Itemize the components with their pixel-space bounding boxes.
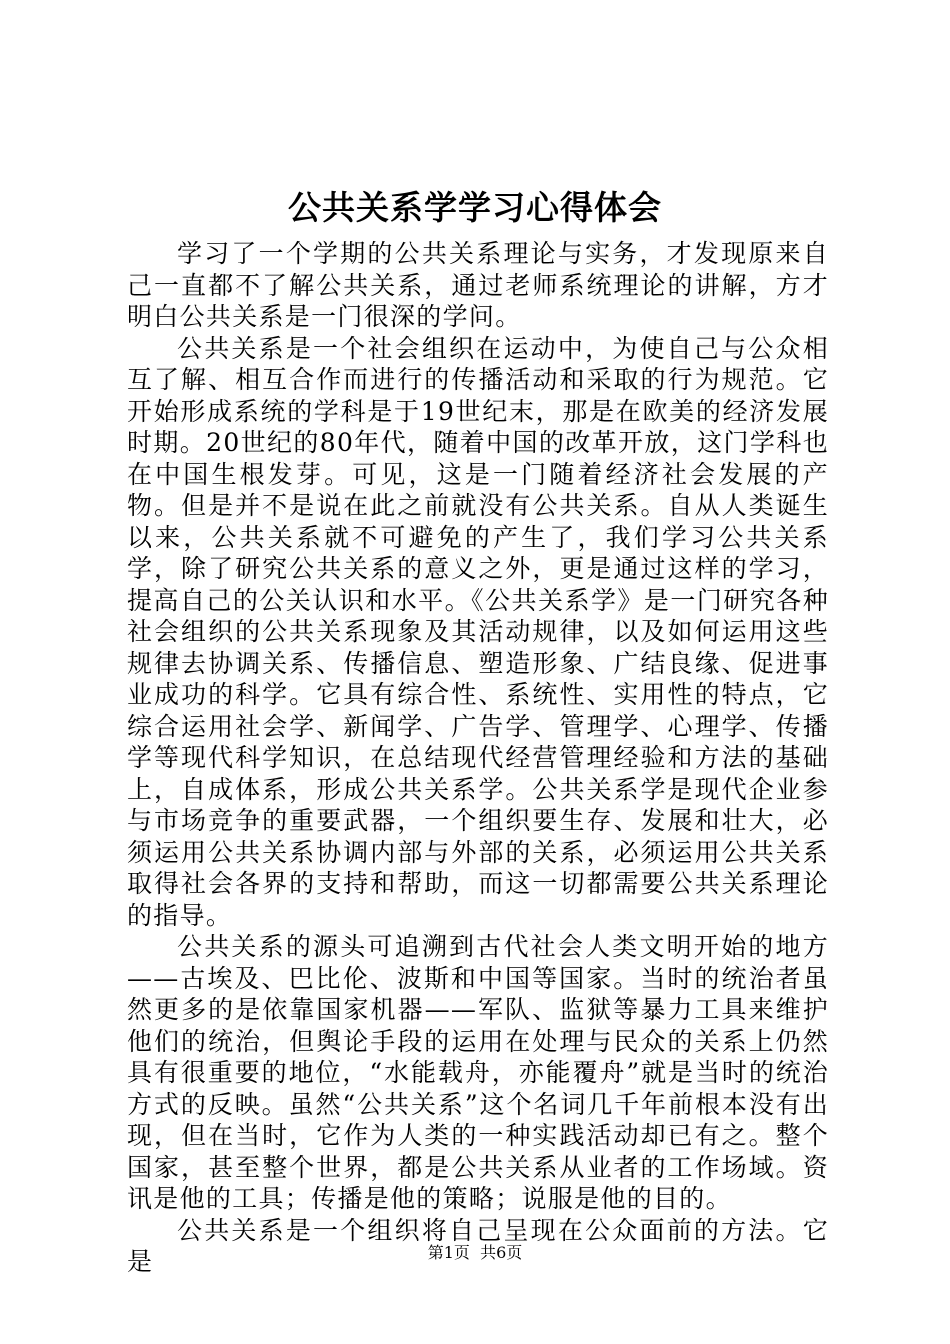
document-title: 公共关系学学习心得体会 <box>288 188 662 227</box>
paragraph-2: 公共关系是一个社会组织在运动中，为使自己与公众相互了解、相互合作而进行的传播活动和采取的行为规范。它开始形成系统的学科是于19世纪末，那是在欧美的经济发展时期。20世纪的80年代，随着中国的改革开放，这门学科也在中国生根发芽。可见，这是一门随着经济社会发展的产物。但是并不是说在此之前就没有公共关系。自从人类诞生以来，公共关系就不可避免的产生了，我们学习公共关系学，除了研究公共关系的意义之外，更是通过这样的学习，提高自己的公关认识和水平。《公共关系学》是一门研究各种社会组织的公共关系现象及其活动规律，以及如何运用这些规律去协调关系、传播信息、塑造形象、广结良缘、促进事业成功的科学。它具有综合性、系统性、实用性的特点，它综合运用社会学、新闻学、广告学、管理学、心理学、传播学等现代科学知识，在总结现代经营管理经验和方法的基础上，自成体系，形成公共关系学。公共关系学是现代企业参与市场竞争的重要武器，一个组织要生存、发展和壮大，必须运用公共关系协调内部与外部的关系，必须运用公共关系取得社会各界的支持和帮助，而这一切都需要公共关系理论的指导。 <box>127 333 829 930</box>
document-body <box>127 238 829 1278</box>
page-number: 第1页 <box>427 1243 470 1262</box>
paragraph-1: 学习了一个学期的公共关系理论与实务，才发现原来自己一直都不了解公共关系，通过老师系统理论的讲解，方才明白公共关系是一门很深的学问。 <box>127 239 829 331</box>
page-footer <box>0 1242 950 1264</box>
footer-spacer <box>470 1243 480 1262</box>
paragraph-4: 公共关系是一个组织将自己呈现在公众面前的方法。它是 <box>127 1215 829 1276</box>
total-pages: 共6页 <box>480 1243 523 1262</box>
paragraph-3: 公共关系的源头可追溯到古代社会人类文明开始的地方——古埃及、巴比伦、波斯和中国等国家。当时的统治者虽然更多的是依靠国家机器——军队、监狱等暴力工具来维护他们的统治，但舆论手段的运用在处理与民众的关系上仍然具有很重要的地位，“水能载舟，亦能覆舟”就是当时的统治方式的反映。虽然“公共关系”这个名词几千年前根本没有出现，但在当时，它作为人类的一种实践活动却已有之。整个国家，甚至整个世界，都是公共关系从业者的工作场域。资讯是他的工具；传播是他的策略；说服是他的目的。 <box>127 932 829 1213</box>
